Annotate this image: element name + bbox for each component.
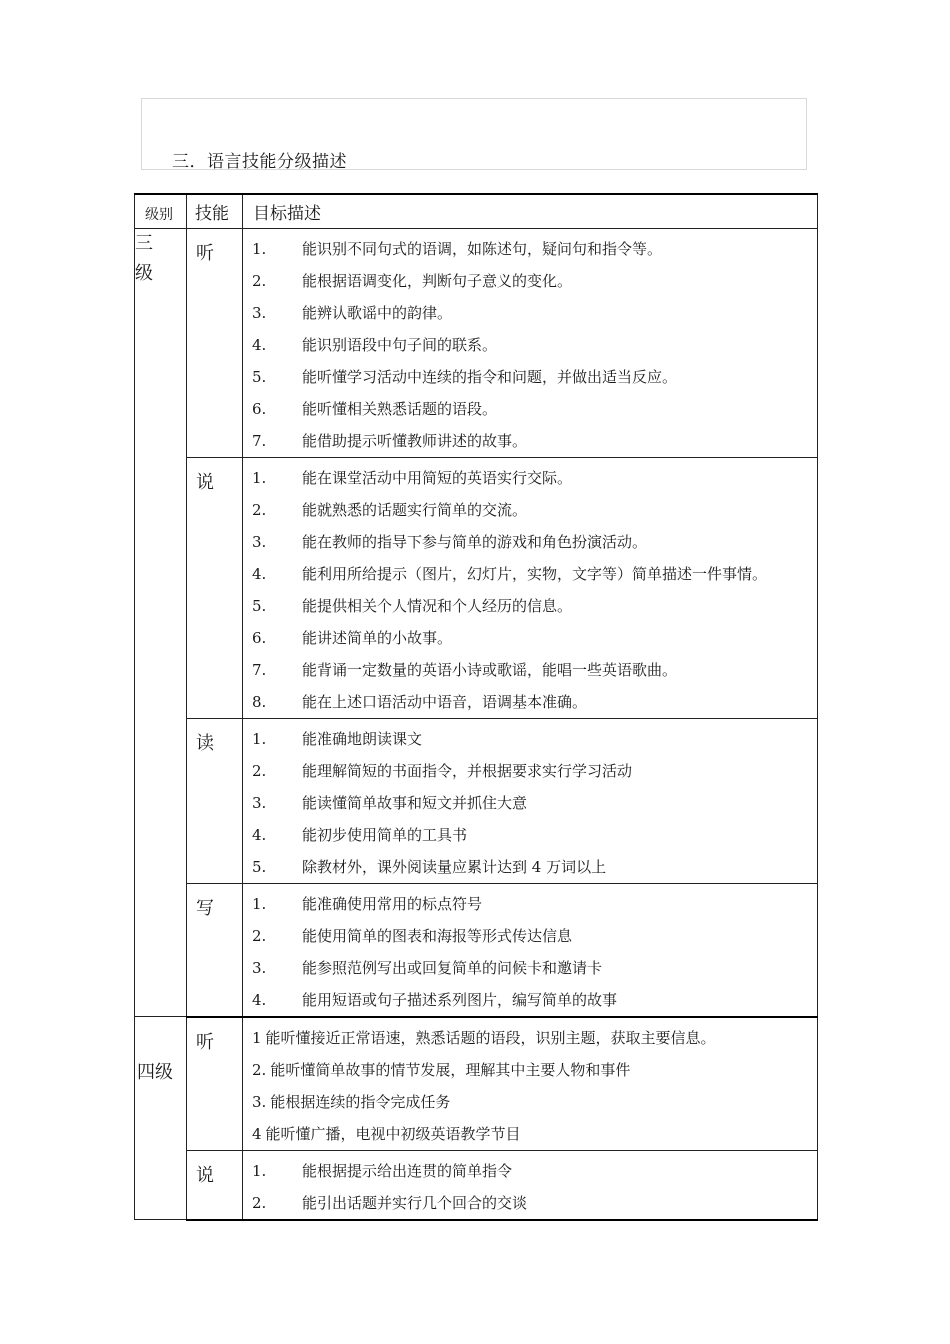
skill-cell	[187, 457, 243, 718]
list-item: 4. 能识别语段中句子间的联系。	[252, 335, 498, 354]
skill-label: 读	[196, 732, 214, 754]
list-item: 1. 能识别不同句式的语调，如陈述句，疑问句和指令等。	[252, 239, 663, 258]
skill-label: 听	[196, 242, 214, 264]
skill-label: 听	[196, 1031, 214, 1053]
desc-cell	[243, 718, 818, 883]
list-item: 6. 能听懂相关熟悉话题的语段。	[252, 399, 498, 418]
skills-table	[134, 193, 818, 1221]
skill-cell	[187, 1017, 243, 1151]
skill-label: 说	[196, 1164, 214, 1186]
table-row	[135, 1150, 818, 1220]
header-skill: 技能	[187, 194, 243, 228]
skill-cell	[187, 1150, 243, 1220]
desc-cell	[243, 1150, 818, 1220]
list-item: 1. 能在课堂活动中用简短的英语实行交际。	[252, 468, 573, 487]
skill-cell	[187, 228, 243, 457]
list-item: 8. 能在上述口语活动中语音，语调基本准确。	[252, 692, 588, 711]
list-item: 5. 除教材外，课外阅读量应累计达到 4 万词以上	[252, 857, 607, 876]
list-item: 3. 能辨认歌谣中的韵律。	[252, 303, 453, 322]
section-heading-box	[141, 98, 807, 170]
list-item: 1 能听懂接近正常语速，熟悉话题的语段，识别主题，获取主要信息。	[252, 1028, 716, 1047]
skill-label: 说	[196, 471, 214, 493]
list-item: 3. 能参照范例写出或回复简单的问候卡和邀请卡	[252, 958, 603, 977]
level-cell-4	[135, 1017, 187, 1220]
list-item: 2. 能使用简单的图表和海报等形式传达信息	[252, 926, 573, 945]
skill-cell	[187, 718, 243, 883]
list-item: 7. 能借助提示听懂教师讲述的故事。	[252, 431, 528, 450]
level-label: 三级	[135, 232, 153, 284]
list-item: 4. 能初步使用简单的工具书	[252, 825, 468, 844]
list-item: 2. 能引出话题并实行几个回合的交谈	[252, 1193, 528, 1212]
list-item: 7. 能背诵一定数量的英语小诗或歌谣，能唱一些英语歌曲。	[252, 660, 678, 679]
table-row	[135, 1017, 818, 1151]
list-item: 3. 能在教师的指导下参与简单的游戏和角色扮演活动。	[252, 532, 648, 551]
desc-cell	[243, 1017, 818, 1151]
list-item: 1. 能准确使用常用的标点符号	[252, 894, 483, 913]
header-desc: 目标描述	[243, 194, 818, 228]
list-item: 4. 能利用所给提示（图片，幻灯片，实物，文字等）简单描述一件事情。	[252, 564, 768, 583]
list-item: 2. 能根据语调变化，判断句子意义的变化。	[252, 271, 573, 290]
list-item: 1. 能根据提示给出连贯的简单指令	[252, 1161, 513, 1180]
skill-cell	[187, 883, 243, 1017]
level-cell-3	[135, 228, 187, 1017]
section-heading: 三．语言技能分级描述	[172, 152, 347, 172]
list-item: 2. 能理解简短的书面指令，并根据要求实行学习活动	[252, 761, 633, 780]
list-item: 4. 能用短语或句子描述系列图片，编写简单的故事	[252, 990, 618, 1009]
list-item: 5. 能提供相关个人情况和个人经历的信息。	[252, 596, 573, 615]
list-item: 3. 能读懂简单故事和短文并抓住大意	[252, 793, 528, 812]
desc-cell	[243, 457, 818, 718]
desc-cell	[243, 883, 818, 1017]
list-item: 2. 能就熟悉的话题实行简单的交流。	[252, 500, 528, 519]
list-item: 2. 能听懂简单故事的情节发展，理解其中主要人物和事件	[252, 1060, 631, 1079]
table-row	[135, 457, 818, 718]
table-row	[135, 718, 818, 883]
list-item: 5. 能听懂学习活动中连续的指令和问题，并做出适当反应。	[252, 367, 678, 386]
list-item: 4 能听懂广播，电视中初级英语教学节目	[252, 1124, 521, 1143]
skill-label: 写	[196, 897, 214, 919]
table-header-row	[135, 194, 818, 228]
table-row	[135, 883, 818, 1017]
header-level: 级别	[135, 194, 187, 228]
level-label: 四级	[137, 1062, 173, 1083]
desc-cell	[243, 228, 818, 457]
table-row	[135, 228, 818, 457]
list-item: 6. 能讲述简单的小故事。	[252, 628, 453, 647]
list-item: 1. 能准确地朗读课文	[252, 729, 423, 748]
list-item: 3. 能根据连续的指令完成任务	[252, 1092, 451, 1111]
